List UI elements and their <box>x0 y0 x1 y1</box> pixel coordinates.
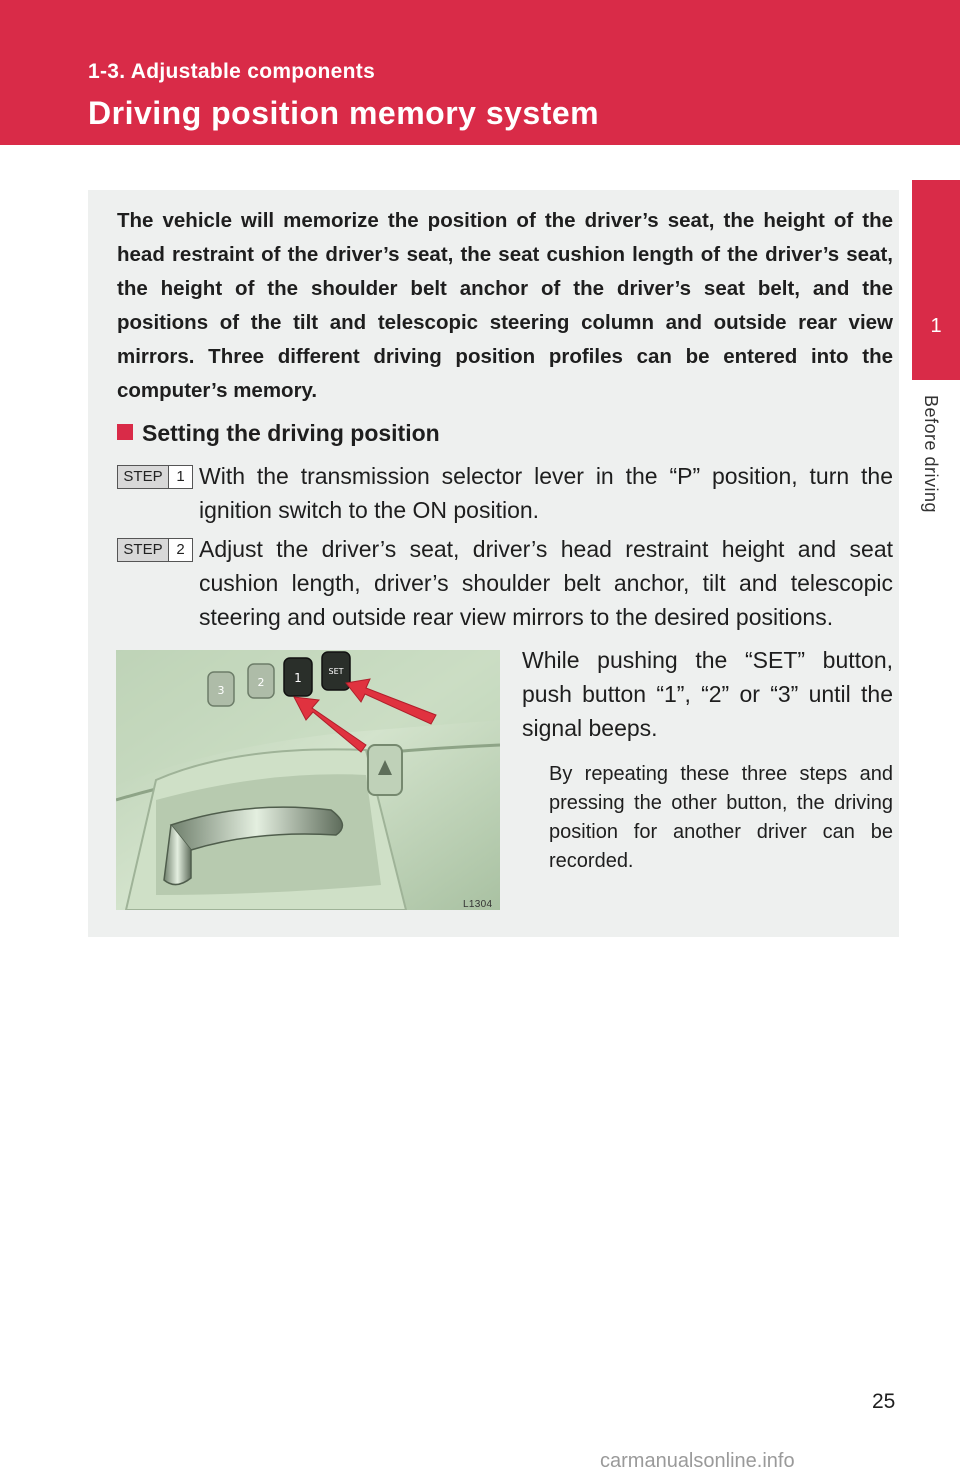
chapter-tab[interactable] <box>912 180 960 380</box>
page-title: Driving position memory system <box>88 95 600 131</box>
step-word: STEP <box>118 539 168 561</box>
step-number: 2 <box>168 539 192 561</box>
button-3-label: 3 <box>217 684 225 697</box>
subheading <box>117 420 440 447</box>
watermark: carmanualsonline.info <box>600 1450 795 1472</box>
step-2-text: Adjust the driver’s seat, driver’s head restraint height and seat cushion length, driver’s shoulder belt anchor, tilt and telescopic steering and outside rear view mirrors to the desired positions. <box>199 536 893 630</box>
page-number: 25 <box>872 1390 896 1413</box>
step-3-text: While pushing the “SET” button, push button “1”, “2” or “3” until the signal beeps. <box>522 647 893 741</box>
door-panel-figure <box>116 650 500 910</box>
step-1-text: With the transmission selector lever in the “P” position, turn the ignition switch to the ON position. <box>199 463 893 523</box>
step-1-badge <box>117 465 193 489</box>
square-bullet-icon <box>117 424 133 440</box>
step-2-badge <box>117 538 193 562</box>
button-2-label: 2 <box>257 676 265 689</box>
note-text: By repeating these three steps and pressing the other button, the driving position for another driver can be recorded. <box>549 763 893 872</box>
step-number: 1 <box>168 466 192 488</box>
figure-code: L1304 <box>463 899 493 910</box>
section-label: 1-3. Adjustable components <box>88 60 376 83</box>
header-bar <box>0 0 960 145</box>
step-word: STEP <box>118 466 168 488</box>
intro-paragraph: The vehicle will memorize the position of the driver’s seat, the height of the head restraint of the driver’s seat, the seat cushion length of the driver’s seat, the height of the shoulder belt anchor of the driver’s seat belt, and the positions of the tilt and telescopic steering column and outside rear view mirrors. Three different driving position profiles can be entered into the computer’s memory. <box>117 209 893 402</box>
button-set-label: SET <box>328 667 344 676</box>
chapter-label: Before driving <box>921 395 941 514</box>
chapter-number: 1 <box>930 315 942 337</box>
subheading-text: Setting the driving position <box>142 420 440 446</box>
button-1-label: 1 <box>294 671 302 685</box>
